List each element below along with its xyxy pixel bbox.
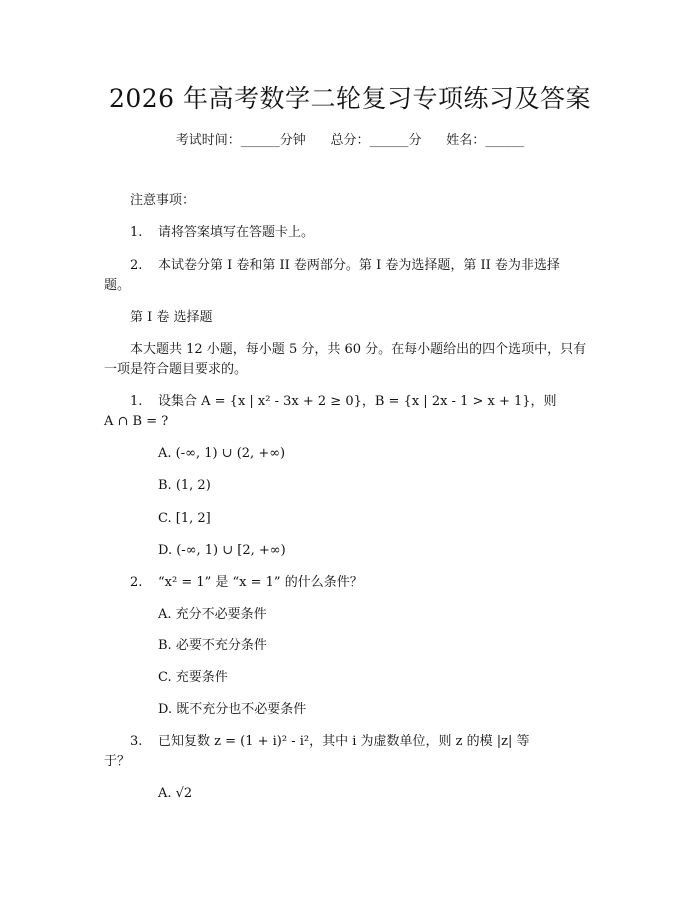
section-intro-line-2: 一项是符合题目要求的。 — [104, 362, 248, 377]
option-a: A. 充分不必要条件 — [158, 607, 267, 622]
question-3-continuation: 于？ — [104, 754, 131, 769]
notice-item-number: 1. — [130, 225, 143, 240]
option-d: D. (-∞, 1) ∪ [2, +∞) — [158, 543, 286, 558]
question-1-continuation: A ∩ B = ? — [104, 414, 169, 429]
option-a: A. (-∞, 1) ∪ (2, +∞) — [158, 446, 286, 461]
option-c: C. [1, 2] — [158, 511, 211, 526]
question-number: 2. — [130, 575, 143, 590]
question-text: 已知复数 z = (1 + i)² - i²，其中 i 为虚数单位，则 z 的模 |z| 等 — [158, 734, 530, 749]
notice-item-text: 本试卷分第 I 卷和第 II 卷两部分。第 I 卷为选择题，第 II 卷为非选择 — [158, 258, 560, 273]
option-d: D. 既不充分也不必要条件 — [158, 702, 307, 717]
notice-item-text: 请将答案填写在答题卡上。 — [158, 225, 315, 240]
section-heading: 第 I 卷 选择题 — [130, 310, 213, 325]
notice-item-1 — [130, 223, 314, 243]
question-text: “x² = 1” 是 “x = 1” 的什么条件？ — [158, 575, 363, 590]
option-a: A. √2 — [158, 786, 193, 801]
page-title: 2026 年高考数学二轮复习专项练习及答案 — [108, 84, 592, 113]
question-2 — [130, 573, 363, 593]
option-c: C. 充要条件 — [158, 670, 228, 685]
question-number: 1. — [130, 394, 143, 409]
notice-item-2-continuation: 题。 — [104, 278, 131, 293]
notice-heading: 注意事项： — [130, 193, 196, 208]
section-intro-line-1: 本大题共 12 小题，每小题 5 分，共 60 分。在每小题给出的四个选项中，只有 — [130, 342, 587, 357]
notice-item-2 — [130, 256, 560, 276]
option-b: B. 必要不充分条件 — [158, 638, 267, 653]
exam-meta-line: 考试时间：______分钟 总分：______分 姓名：______ — [175, 133, 525, 148]
question-3 — [130, 732, 530, 752]
question-1 — [130, 392, 557, 412]
question-text: 设集合 A = {x | x² - 3x + 2 ≥ 0}，B = {x | 2x - 1 > x + 1}，则 — [158, 394, 557, 409]
option-b: B. (1, 2) — [158, 478, 211, 493]
notice-item-number: 2. — [130, 258, 143, 273]
question-number: 3. — [130, 734, 143, 749]
